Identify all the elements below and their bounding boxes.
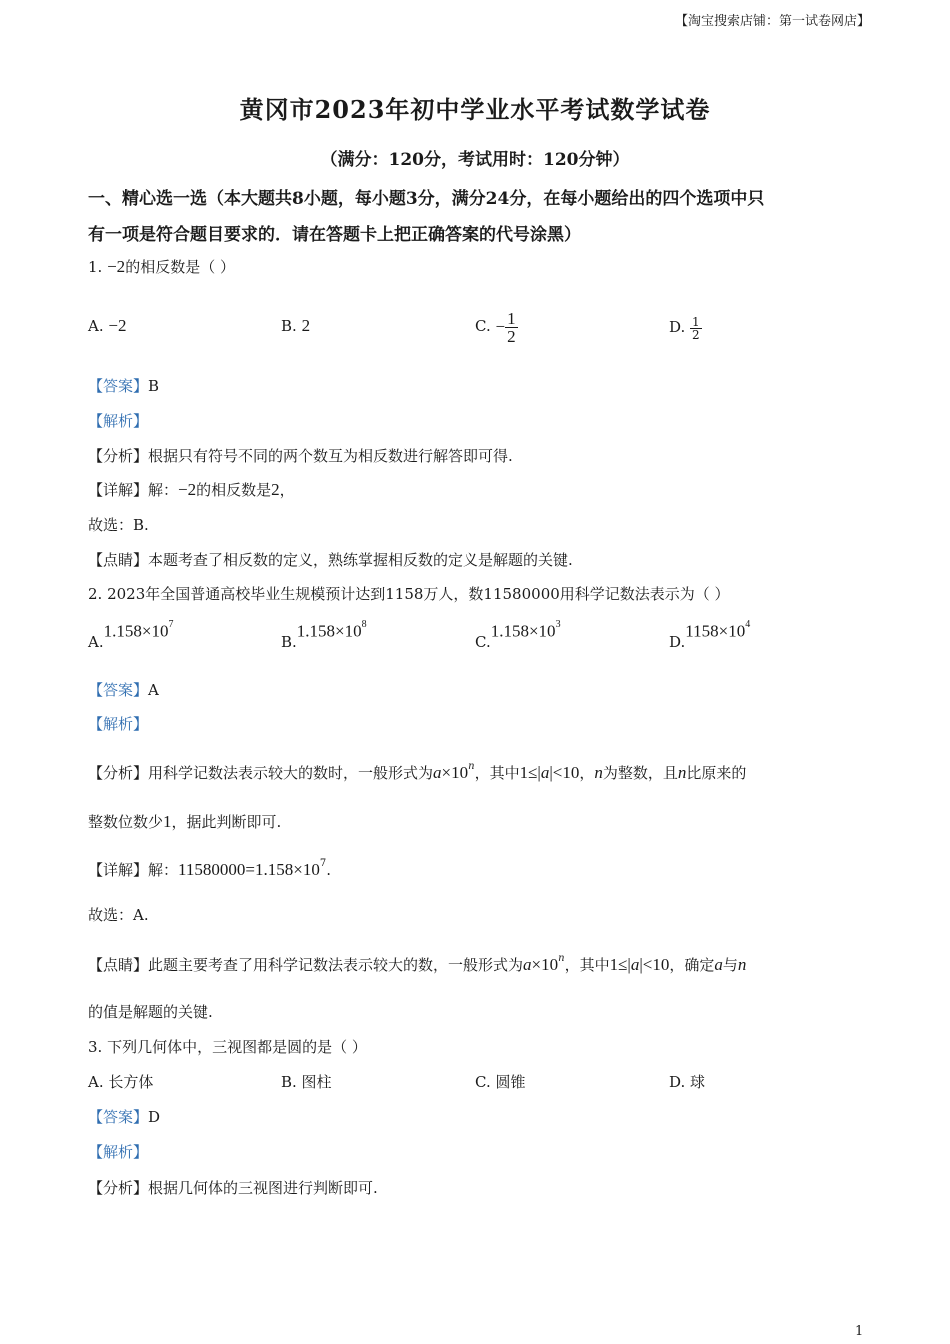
q1-option-a — [88, 316, 126, 336]
fenxi-text: ，据此判断即可. — [171, 813, 282, 831]
q2-option-b — [281, 618, 367, 652]
sci-exponent: n — [558, 953, 565, 964]
answer-value: B — [148, 377, 160, 395]
detail-text: . — [326, 861, 331, 879]
comment-text: 此题主要考查了用科学记数法表示较大的数，一般形式为 — [148, 956, 524, 974]
exam-subtitle: （满分：120分，考试用时：120分钟） — [320, 150, 630, 170]
sci-base: ×10 — [531, 955, 559, 974]
detail-text: 的相反数是 — [196, 481, 272, 499]
comment-label: 【点睛】 — [88, 956, 149, 974]
header-shop-note: 【淘宝搜索店铺：第一试卷网店】 — [675, 14, 871, 29]
q3-option-a: A. 长方体 — [88, 1073, 154, 1091]
fenxi-text: 比原来的 — [686, 764, 747, 782]
option-fraction — [505, 310, 518, 345]
q1-stem — [88, 257, 235, 277]
var-a: a — [714, 955, 723, 974]
sci-base: 1.158×10 — [490, 621, 556, 641]
sci-base: ×10 — [441, 763, 469, 782]
fraction-denominator: 2 — [692, 327, 700, 342]
option-value — [104, 618, 174, 642]
fenxi-text: 为整数，且 — [602, 764, 678, 782]
q1-comment — [88, 550, 573, 570]
q2-option-d — [669, 618, 750, 652]
answer-value: A — [148, 681, 159, 699]
comment-text: ，确定 — [669, 956, 715, 974]
fraction-numerator: 1 — [692, 314, 700, 329]
option-label: C. — [475, 633, 491, 651]
q1-answer — [88, 376, 159, 396]
comment-text: 本题考查了相反数的定义，熟练掌握相反数的定义是解题的关键. — [148, 551, 573, 569]
option-fraction — [690, 316, 702, 341]
detail-expr: −2 — [178, 480, 197, 499]
fenxi-text: ， — [579, 764, 595, 782]
option-sign: − — [495, 317, 506, 336]
section-heading-line1: 一、精心选一选（本大题共8小题，每小题3分，满分24分，在每小题给出的四个选项中只 — [88, 189, 765, 209]
q3-stem: 3. 下列几何体中，三视图都是圆的是（ ） — [88, 1038, 367, 1056]
var-a: a — [523, 955, 532, 974]
q1-fenxi — [88, 446, 513, 466]
var-a: a — [630, 955, 640, 974]
sci-exponent: 3 — [555, 619, 561, 630]
fenxi-number: 1 — [163, 812, 172, 831]
sci-exponent: 7 — [168, 619, 174, 630]
detail-text: 解： — [148, 481, 179, 499]
q1-option-d — [669, 305, 702, 341]
sci-exponent: 8 — [361, 619, 367, 630]
q2-option-a — [88, 618, 173, 652]
option-value — [491, 618, 561, 642]
fraction-denominator: 2 — [507, 326, 516, 346]
var-n: n — [677, 763, 687, 782]
q3-option-d: D. 球 — [669, 1073, 706, 1091]
q1-stem-tail: 的相反数是（ ） — [125, 258, 235, 276]
q1-analysis-label: 【解析】 — [88, 412, 149, 430]
q1-number: 1. — [88, 258, 103, 276]
option-label: B. — [281, 317, 297, 335]
comment-text: 与 — [722, 956, 738, 974]
var-n: n — [594, 763, 603, 782]
fenxi-text: 整数位数少 — [88, 813, 164, 831]
q2-fenxi-line2 — [88, 812, 281, 832]
inequality: |<10 — [549, 763, 580, 782]
q2-answer — [88, 680, 159, 700]
detail-label: 【详解】 — [88, 861, 149, 879]
answer-value: D — [148, 1108, 161, 1126]
fenxi-text: 根据几何体的三视图进行判断即可. — [148, 1179, 378, 1197]
fenxi-text: 用科学记数法表示较大的数时，一般形式为 — [148, 764, 434, 782]
sci-base: 1.158×10 — [103, 621, 169, 641]
var-a: a — [540, 763, 550, 782]
fenxi-text: 根据只有符号不同的两个数互为相反数进行解答即可得. — [148, 447, 513, 465]
q3-option-b: B. 图柱 — [281, 1073, 332, 1091]
comment-text: ，其中 — [564, 956, 610, 974]
page-number: 1 — [855, 1324, 864, 1339]
q2-comment-line2: 的值是解题的关键. — [88, 1003, 213, 1021]
sci-exponent: 4 — [745, 619, 751, 630]
q2-comment-line1 — [88, 952, 746, 975]
fenxi-text: ，其中 — [474, 764, 520, 782]
sci-base: 1.158×10 — [296, 621, 362, 641]
q2-stem: 2. 2023年全国普通高校毕业生规模预计达到1158万人，数11580000用科学记数法表示为（ ） — [88, 585, 730, 603]
option-label: A. — [88, 317, 104, 335]
q1-option-c — [475, 292, 518, 345]
q1-detail — [88, 480, 295, 500]
detail-text: 解： — [148, 861, 179, 879]
option-value: 2 — [301, 316, 311, 335]
inequality: |<10 — [639, 955, 670, 974]
option-label: D. — [669, 633, 686, 651]
q1-expr: −2 — [107, 257, 126, 276]
q2-fenxi-line1 — [88, 760, 746, 783]
inequality: 1≤| — [609, 955, 631, 974]
var-a: a — [433, 763, 442, 782]
fenxi-label: 【分析】 — [88, 764, 149, 782]
option-value: −2 — [108, 316, 127, 335]
var-n: n — [737, 955, 747, 974]
exam-title: 黄冈市2023年初中学业水平考试数学试卷 — [239, 95, 711, 124]
option-label: C. — [475, 317, 491, 335]
q2-option-c — [475, 618, 561, 652]
detail-text: ， — [279, 481, 295, 499]
option-label: A. — [88, 633, 104, 651]
comment-label: 【点睛】 — [88, 551, 149, 569]
q3-option-c: C. 圆锥 — [475, 1073, 526, 1091]
q2-detail — [88, 857, 331, 880]
q2-analysis-label: 【解析】 — [88, 715, 149, 733]
option-label: B. — [281, 633, 297, 651]
answer-label: 【答案】 — [88, 377, 149, 395]
answer-label: 【答案】 — [88, 1108, 149, 1126]
detail-expr: 11580000=1.158×10 — [178, 860, 320, 879]
detail-label: 【详解】 — [88, 481, 149, 499]
q3-analysis-label: 【解析】 — [88, 1143, 149, 1161]
sci-exponent: 7 — [319, 858, 327, 869]
answer-label: 【答案】 — [88, 681, 149, 699]
fenxi-label: 【分析】 — [88, 447, 149, 465]
sci-exponent: n — [468, 761, 475, 772]
sci-base: 1158×10 — [685, 621, 746, 641]
q3-fenxi — [88, 1178, 378, 1198]
section-heading-line2: 有一项是符合题目要求的．请在答题卡上把正确答案的代号涂黑） — [88, 225, 581, 245]
option-label: D. — [669, 318, 686, 336]
option-value — [297, 618, 367, 642]
fenxi-label: 【分析】 — [88, 1179, 149, 1197]
detail-expr: 2 — [271, 480, 280, 499]
q1-choose: 故选：B. — [88, 516, 149, 534]
q1-option-b — [281, 316, 310, 336]
inequality: 1≤| — [519, 763, 541, 782]
q2-choose: 故选：A. — [88, 906, 149, 924]
option-value — [685, 618, 750, 642]
fraction-numerator: 1 — [507, 308, 516, 328]
q3-answer — [88, 1107, 160, 1127]
